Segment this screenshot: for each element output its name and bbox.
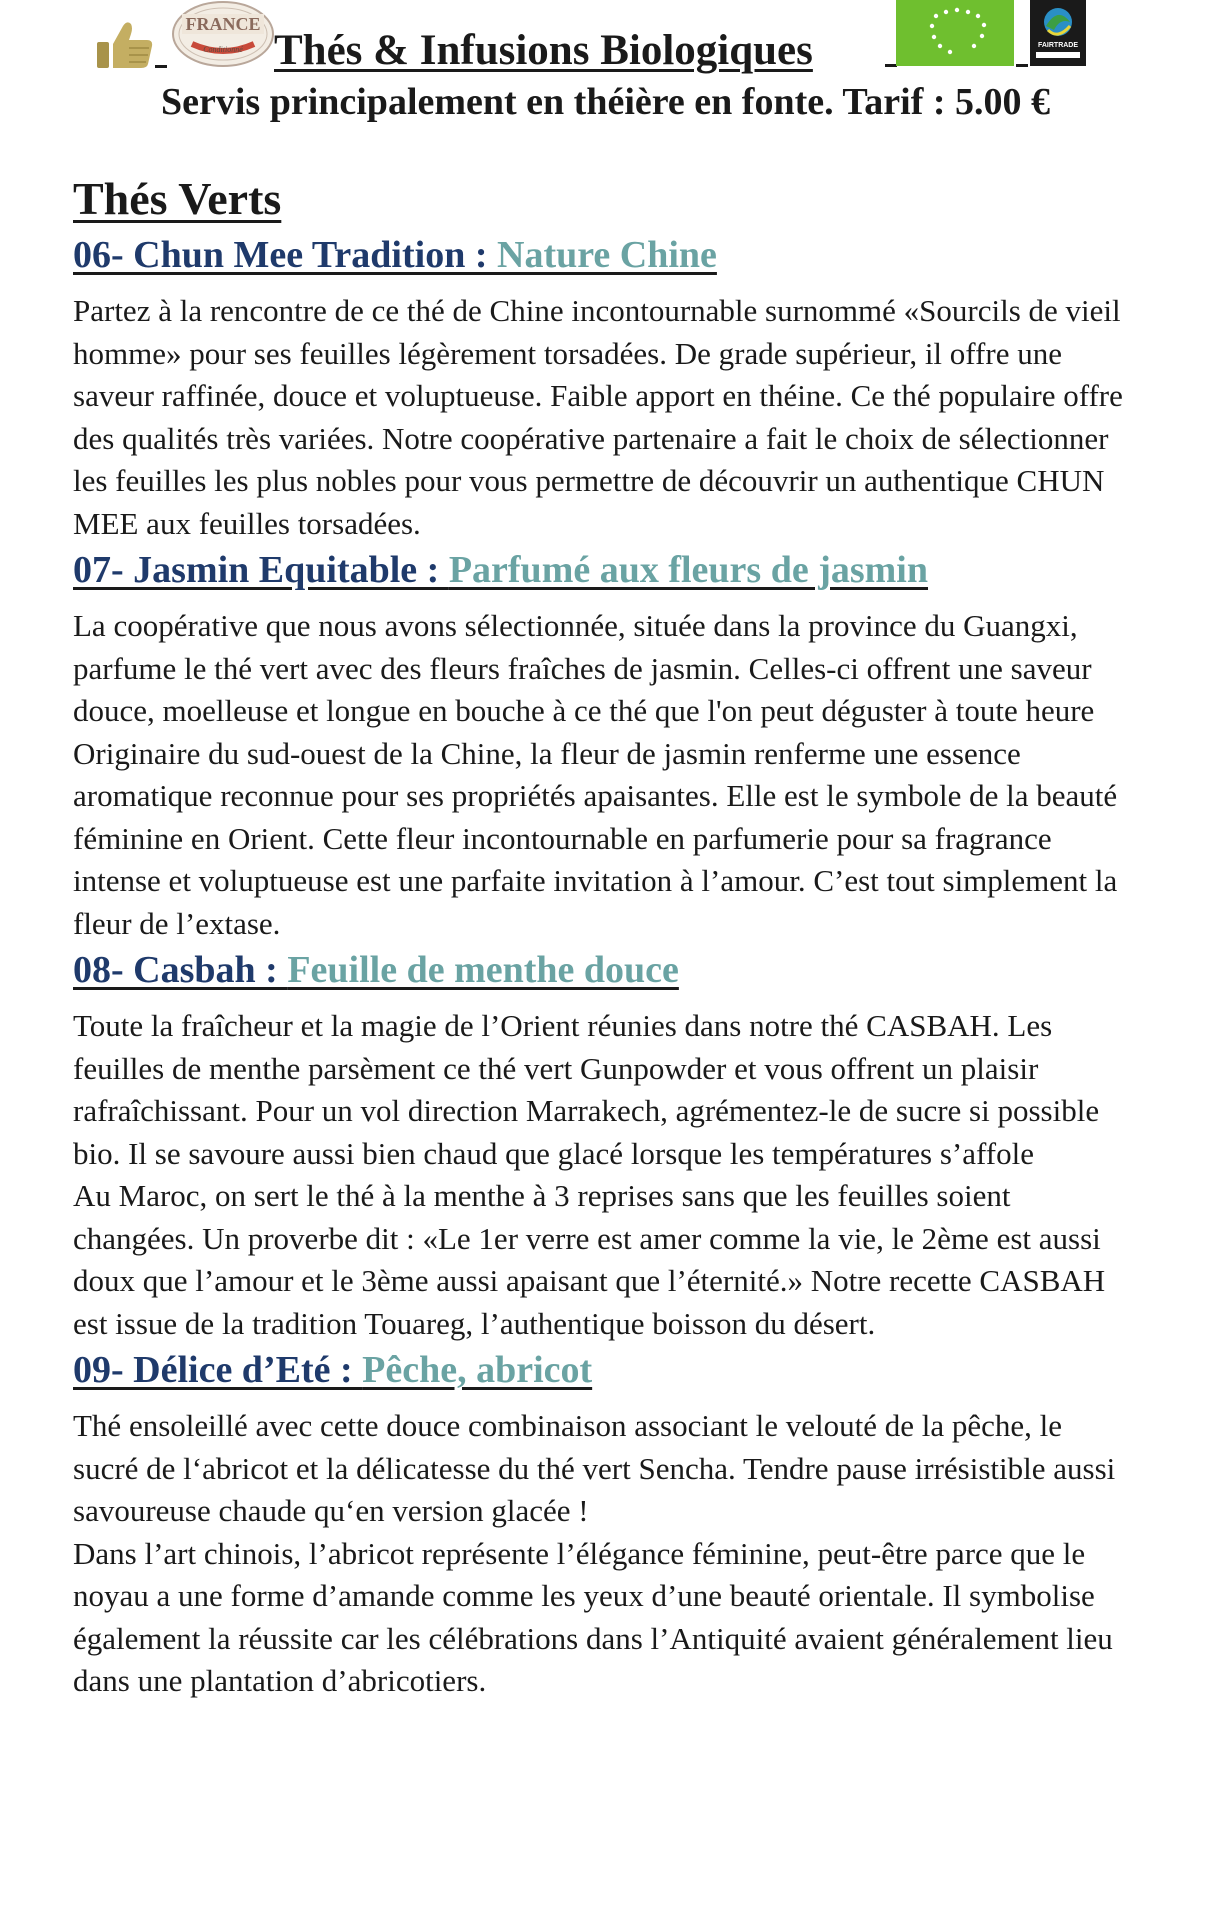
item-description <box>73 290 1133 545</box>
thumbs-up-icon <box>95 20 155 70</box>
item-heading <box>73 230 1133 280</box>
item-paragraph: Au Maroc, on sert le thé à la menthe à 3 reprises sans que les feuilles soient changées. Un proverbe dit : «Le 1er verre est amer comme la vie, le 2ème est aussi doux que l’amour et le 3ème aussi apaisant que l’éternité.» Notre recette CASBAH est issue de la tradition Touareg, l’authentique boisson du désert. <box>73 1178 1106 1341</box>
eu-organic-leaf-icon <box>896 0 1014 66</box>
section-title: Thés Verts <box>73 173 282 224</box>
header-underline-dash <box>155 65 167 68</box>
item-description <box>73 1005 1133 1345</box>
item-heading <box>73 545 1133 595</box>
page-subtitle: Servis principalement en théière en fonte. Tarif : 5.00 € <box>160 81 1051 123</box>
tea-item <box>73 230 1133 545</box>
item-paragraph: La coopérative que nous avons sélectionnée, située dans la province du Guangxi, parfume le thé vert avec des fleurs fraîches de jasmin. Celles-ci offrent une saveur douce, moelleuse et longue en bouche à ce thé que l'on peut déguster à toute heure <box>73 608 1095 728</box>
item-flavor: Pêche, abricot <box>362 1349 593 1391</box>
item-name: 09- Délice d’Eté : <box>73 1349 363 1391</box>
title-underline-dash <box>1016 64 1028 67</box>
item-paragraph: Dans l’art chinois, l’abricot représente l’élégance féminine, peut-être parce que le noyau a une forme d’amande comme les yeux d’une beauté orientale. Il symbolise également la réussite car les célébrations dans l’Antiquité avaient généralement lieu dans une plantation d’abricotiers. <box>73 1535 1113 1698</box>
thumb-group <box>95 0 167 80</box>
item-heading <box>73 945 1133 995</box>
item-flavor: Feuille de menthe douce <box>287 949 679 991</box>
item-paragraph: Toute la fraîcheur et la magie de l’Orient réunies dans notre thé CASBAH. Les feuilles de menthe parsèment ce thé vert Gunpowder et vous offrent un plaisir rafraîchissant. Pour un vol direction Marrakech, agrémentez-le de sucre si possible bio. Il se savoure aussi bien chaud que glacé lorsque les températures s’affole <box>73 1008 1100 1171</box>
page-title: Thés & Infusions Biologiques <box>274 27 813 74</box>
item-paragraph: Originaire du sud-ouest de la Chine, la fleur de jasmin renferme une essence aromatique reconnue pour ses propriétés apaisantes. Elle est le symbole de la beauté féminine en Orient. Cette fleur incontournable en parfumerie pour sa fragrance intense et voluptueuse est une parfaite invitation à l’amour. C’est tout simplement la fleur de l’extase. <box>73 735 1118 941</box>
tea-item <box>73 1345 1133 1703</box>
france-seal-icon <box>170 0 276 68</box>
item-flavor: Nature Chine <box>497 234 717 276</box>
svg-text:Conditionné: Conditionné <box>203 45 243 54</box>
item-heading <box>73 1345 1133 1395</box>
menu-content <box>73 170 1133 1703</box>
item-paragraph: Partez à la rencontre de ce thé de Chine incontournable surnommé «Sourcils de vieil homme» pour ses feuilles légèrement torsadées. De grade supérieur, il offre une saveur raffinée, douce et voluptueuse. Faible apport en théine. Ce thé populaire offre des qualités très variées. Notre coopérative partenaire a fait le choix de sélectionner les feuilles les plus nobles pour vous permettre de découvrir un authentique CHUN MEE aux feuilles torsadées. <box>73 293 1123 541</box>
svg-text:FAIRTRADE: FAIRTRADE <box>1037 42 1079 49</box>
fairtrade-icon <box>1030 0 1086 66</box>
item-flavor: Parfumé aux fleurs de jasmin <box>448 549 929 591</box>
tea-item <box>73 945 1133 1345</box>
item-name: 07- Jasmin Equitable : <box>73 549 449 591</box>
item-description <box>73 605 1133 945</box>
item-name: 06- Chun Mee Tradition : <box>73 234 497 276</box>
item-paragraph: Thé ensoleillé avec cette douce combinaison associant le velouté de la pêche, le sucré de l‘abricot et la délicatesse du thé vert Sencha. Tendre pause irrésistible aussi savoureuse chaude qu‘en version glacée ! <box>73 1408 1116 1528</box>
item-description <box>73 1405 1133 1703</box>
svg-text:FRANCE: FRANCE <box>185 14 261 34</box>
item-name: 08- Casbah : <box>73 949 288 991</box>
page-header <box>0 0 1211 140</box>
tea-item <box>73 545 1133 945</box>
